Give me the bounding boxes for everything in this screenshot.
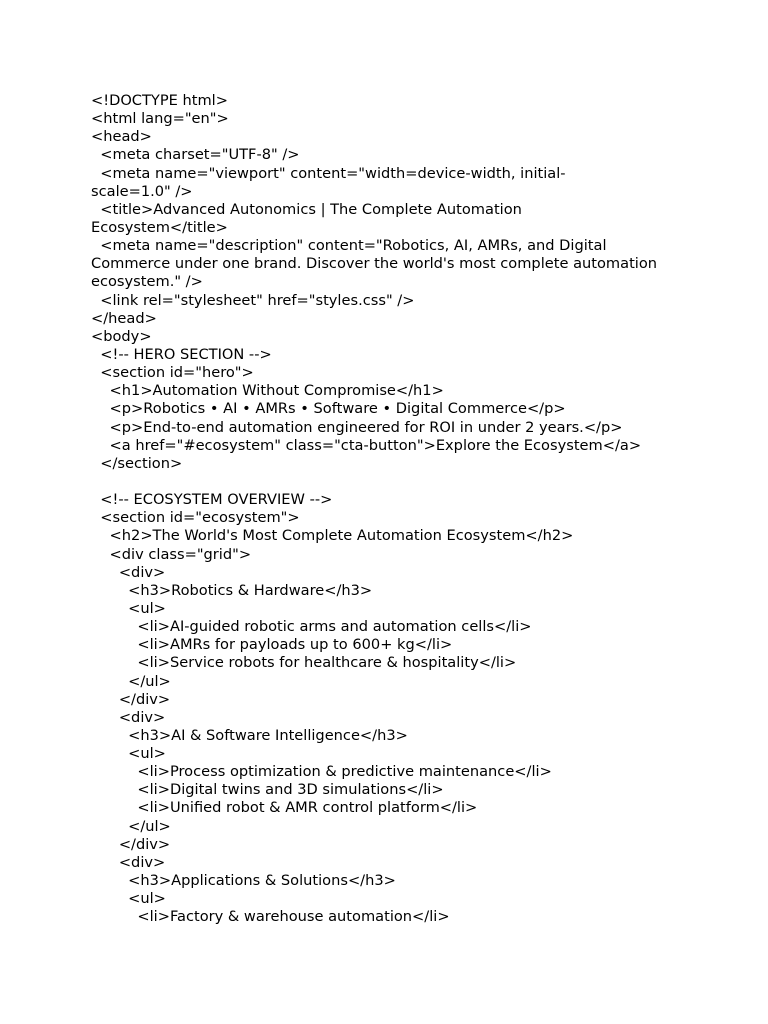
blank-line: [91, 473, 691, 491]
code-line: <li>Factory & warehouse automation</li>: [91, 908, 450, 926]
code-line: <li>Unified robot & AMR control platform</li>: [91, 799, 478, 817]
code-line: Commerce under one brand. Discover the world's most complete automation: [91, 255, 658, 273]
code-line: Ecosystem</title>: [91, 218, 228, 236]
code-line: <section id="hero">: [91, 364, 254, 382]
code-line: <!-- HERO SECTION -->: [91, 345, 272, 363]
code-line: <div>: [91, 563, 166, 581]
code-line: <li>Service robots for healthcare & hospitality</li>: [91, 654, 517, 672]
code-line: <head>: [91, 128, 152, 146]
code-line: <div>: [91, 853, 166, 871]
code-line: <link rel="stylesheet" href="styles.css" />: [91, 291, 415, 309]
code-line: <meta charset="UTF-8" />: [91, 146, 300, 164]
code-line: </ul>: [91, 672, 171, 690]
code-line: ecosystem." />: [91, 273, 203, 291]
code-line: <li>AMRs for payloads up to 600+ kg</li>: [91, 636, 453, 654]
code-line: <h1>Automation Without Compromise</h1>: [91, 382, 444, 400]
code-line: scale=1.0" />: [91, 182, 193, 200]
code-line: <li>AI-guided robotic arms and automation cells</li>: [91, 618, 532, 636]
code-line: <div>: [91, 708, 166, 726]
code-line: <h2>The World's Most Complete Automation Ecosystem</h2>: [91, 527, 574, 545]
code-line: </head>: [91, 309, 157, 327]
code-line: <h3>Robotics & Hardware</h3>: [91, 581, 373, 599]
code-line: <!-- ECOSYSTEM OVERVIEW -->: [91, 491, 333, 509]
code-line: <h3>AI & Software Intelligence</h3>: [91, 726, 408, 744]
code-line: <li>Digital twins and 3D simulations</li>: [91, 781, 444, 799]
code-line: <body>: [91, 327, 152, 345]
code-line: <!DOCTYPE html>: [91, 92, 228, 109]
code-line: <meta name="viewport" content="width=device-width, initial-: [91, 164, 566, 182]
code-line: </div>: [91, 835, 171, 853]
code-line: <meta name="description" content="Robotics, AI, AMRs, and Digital: [91, 237, 607, 255]
code-line: <section id="ecosystem">: [91, 509, 300, 527]
code-line: </ul>: [91, 817, 171, 835]
code-line: <title>Advanced Autonomics | The Complete Automation: [91, 200, 522, 218]
code-line: <p>End-to-end automation engineered for ROI in under 2 years.</p>: [91, 418, 623, 436]
code-line: <ul>: [91, 745, 166, 763]
code-line: </div>: [91, 690, 171, 708]
code-line: </section>: [91, 454, 183, 472]
code-line: <ul>: [91, 890, 166, 908]
document-body: [91, 92, 691, 926]
code-line: <p>Robotics • AI • AMRs • Software • Digital Commerce</p>: [91, 400, 566, 418]
code-line: <h3>Applications & Solutions</h3>: [91, 872, 396, 890]
code-line: <html lang="en">: [91, 110, 229, 128]
code-line: <div class="grid">: [91, 545, 252, 563]
code-line: <ul>: [91, 599, 166, 617]
code-line: <li>Process optimization & predictive maintenance</li>: [91, 763, 552, 781]
code-line: <a href="#ecosystem" class="cta-button">Explore the Ecosystem</a>: [91, 436, 642, 454]
